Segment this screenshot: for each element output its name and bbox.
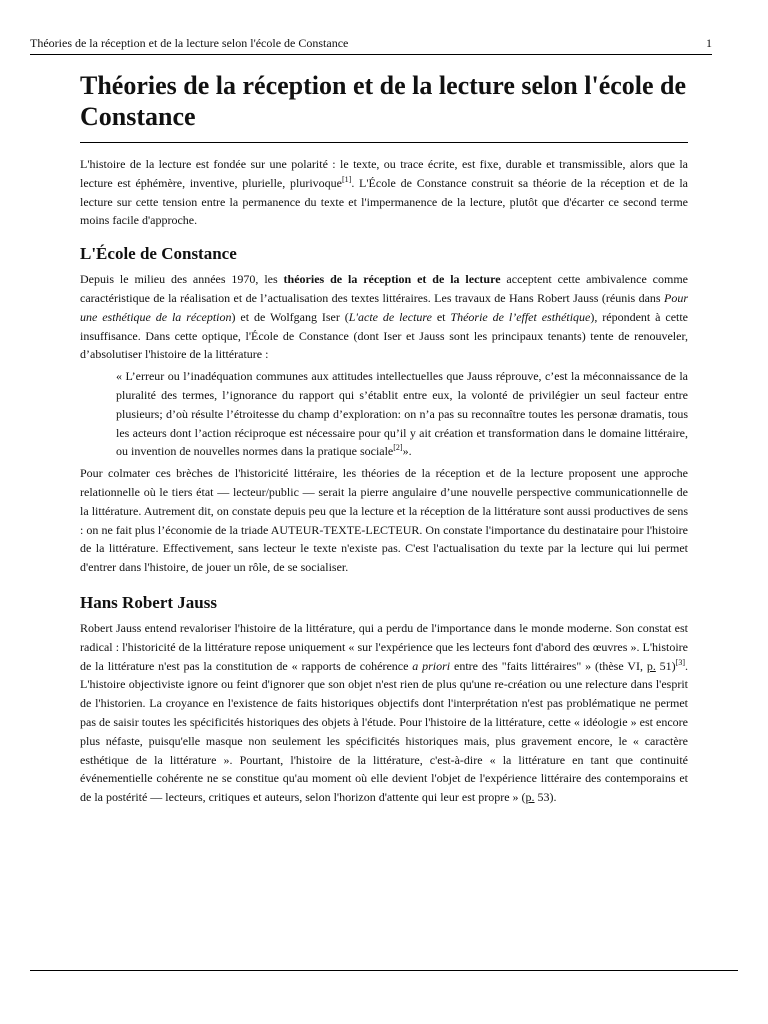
section-heading-jauss: Hans Robert Jauss — [80, 592, 217, 612]
ecole-p1-text-1: Depuis le milieu des années 1970, les — [80, 272, 284, 287]
intro-text-1: L'histoire de la lecture est fondée sur une polarité : le texte, ou trace écrite, est fixe, durable et transmissible, alors que la lecture est éphémère, inventive, plurielle, plurivoque — [80, 157, 688, 190]
book-title-acte: L'acte de lecture — [348, 309, 432, 324]
jauss-text-1: Robert Jauss entend revaloriser l'histoire de la littérature, qui a perdu de l'importance dans le monde moderne. Son constat est radical : l'historicité de la littérature repose uniquement « sur l'expérience que les lecteurs font d'abord des œuvres ». L'histoire de la littérature n'est pas la constitution de « rapports de cohérence — [80, 620, 688, 673]
jauss-paragraph-1 — [80, 619, 688, 807]
ecole-p1-text-2: acceptent cette ambivalence comme caractéristique de la réalisation et de l’actualisation des textes littéraires. Les travaux de Hans Robert Jauss (réunis dans — [80, 272, 689, 305]
article-content — [80, 70, 688, 807]
header-title: Théories de la réception et de la lecture selon l'école de Constance — [30, 36, 349, 50]
header-page-number: 1 — [706, 36, 712, 50]
footnote-ref-2[interactable]: [2] — [393, 443, 403, 453]
jauss-text-4: . L'histoire objectiviste ignore ou feint d'ignorer que son objet n'est rien de plus qu'une re-création ou une relecture dans l'esprit de l'historien. La croyance en l'existence de faits historiques objectifs dont l'interprétation n'est pas problématique ne permet pas de saisir toutes les spécificités historiques des objets à l'étude. Pour l'histoire de la littérature, cette « idéologie » est encore plus néfaste, puisqu'elle masque non seulement les spécificités historiques mais, plus gravement encore, le « caractère esthétique de la littérature ». Pourtant, l'histoire de la littérature, c'est-à-dire « la littérature en tant que continuité événementielle cohérente ne se constitue qu'au moment où elle devient l'objet de l'expérience littéraire des contemporains et de la postérité — lecteurs, critiques et auteurs, selon l'horizon d'attente qui leur est propre » ( — [80, 658, 689, 805]
page-link-53[interactable]: p. — [525, 790, 535, 805]
footer-rule — [30, 970, 738, 971]
ecole-p1-text-4: et — [431, 309, 451, 324]
page-header — [30, 34, 712, 54]
footnote-ref-3[interactable]: [3] — [675, 657, 686, 667]
jauss-text-2: entre des "faits littéraires" » (thèse VI, — [450, 658, 647, 673]
intro-paragraph — [80, 155, 688, 230]
header-rule — [30, 54, 712, 55]
jauss-text-3: 51) — [655, 658, 676, 673]
ecole-paragraph-2: Pour colmater ces brèches de l'historicité littéraire, les théories de la réception et de la lecture proposent une approche relationnelle où le tiers état — lecteur/public — serait la pierre angulaire d’une nouvelle perspective communicationnelle de la littérature. Autrement dit, on constate depuis peu que la lecture et la réception de la littérature sont aussi productives de sens : on ne fait plus l’économie de la triade AUTEUR-TEXTE-LECTEUR. On constate l'importance du destinataire pour l'histoire de la littérature. Effectivement, sans lecteur le texte n'existe pas. C'est l'actualisation du texte par la lecture qui lui permet d'entrer dans l'histoire, de jouer un rôle, de se socialiser. — [80, 466, 688, 575]
jauss-text-5: 53). — [534, 790, 557, 805]
jauss-italic: a priori — [412, 658, 451, 673]
footnote-ref-1[interactable]: [1] — [341, 174, 352, 184]
ecole-paragraph-1 — [80, 270, 688, 364]
book-title-jauss: Pour une esthétique de la réception — [80, 290, 688, 324]
intro-text-2: . L'École de Constance construit sa théorie de la réception et de la lecture sur cette tension entre la permanence du texte et l'impermanence de la lecture, plutôt que d'écarter ce second terme moins facile d'approche. — [80, 175, 688, 228]
book-title-theorie: Théorie de l’effet esthétique — [450, 309, 591, 324]
page-link-51[interactable]: p. — [646, 658, 656, 673]
quote-text-1: « L’erreur ou l’inadéquation communes aux attitudes intellectuelles que Jauss réprouve, c’est la méconnaissance de la pluralité des termes, l’ignorance du rapport qui s’établit entre eux, la volonté de privilégier un seul facteur entre plusieurs; d’où résulte l’étroitesse du champ d’exploration: on n’a pas su reconnaître toutes les personæ dramatis, tous les acteurs dont l’action réciproque est nécessaire pour qu’il y ait création et transformation dans le domaine littéraire, ou invention de nouvelles normes dans la pratique sociale — [116, 369, 688, 459]
quote-block — [116, 367, 688, 461]
ecole-p1-text-5: ), répondent à cette insuffisance. Dans cette optique, l'École de Constance (dont Iser et Jauss sont les principaux tenants) tente de renouveler, d’absolutiser l'histoire de la littérature : — [80, 309, 689, 362]
article-title: Théories de la réception et de la lecture selon l'école de Constance — [80, 70, 688, 143]
ecole-p1-bold: théories de la réception et de la lecture — [283, 272, 501, 287]
quote-text-2: ». — [402, 444, 412, 459]
section-heading-ecole: L'École de Constance — [80, 244, 237, 264]
ecole-p1-text-3: ) et de Wolfgang Iser ( — [231, 309, 349, 324]
